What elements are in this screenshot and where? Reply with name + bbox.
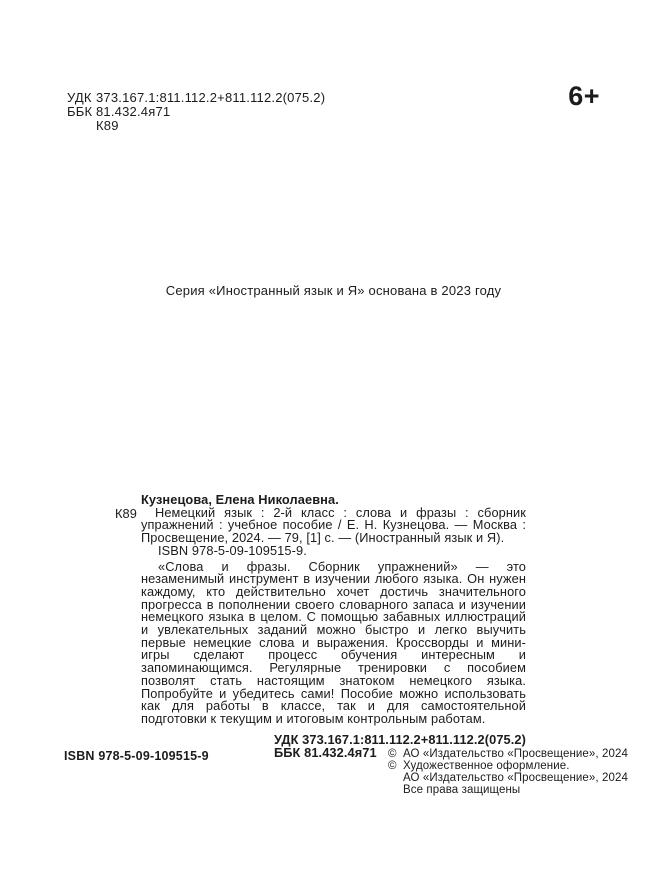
author-code-spacer bbox=[67, 119, 96, 133]
bibliographic-citation: Немецкий язык : 2-й класс : слова и фразы : сборник упражнений : учебное пособие / Е. Н. Кузнецова. — Москва : Просвещение, 2024. — 79, [1] с. — (Иностранный язык и Я). bbox=[141, 504, 526, 546]
bbk-value: 81.432.4я71 bbox=[96, 104, 171, 119]
cataloging-block bbox=[115, 494, 526, 760]
copyright-text: Художественное оформление. bbox=[403, 759, 570, 772]
copyright-block bbox=[388, 749, 628, 797]
bottom-udk: УДК 373.167.1:811.112.2+811.112.2(075.2) bbox=[273, 731, 526, 747]
bbk-label: ББК bbox=[67, 104, 93, 119]
copyright-line bbox=[388, 785, 628, 797]
udk-value: 373.167.1:811.112.2+811.112.2(075.2) bbox=[96, 90, 326, 105]
series-note: Серия «Иностранный язык и Я» основана в 2023 году bbox=[165, 283, 502, 298]
copyright-text: АО «Издательство «Просвещение», 2024 bbox=[403, 771, 628, 784]
copyright-symbol: © bbox=[388, 759, 397, 772]
age-rating-badge: 6+ bbox=[568, 81, 600, 111]
author-code-row bbox=[67, 119, 325, 133]
copyright-symbol: © bbox=[388, 748, 397, 760]
copyright-symbol bbox=[388, 785, 403, 797]
author-name: Кузнецова, Елена Николаевна. bbox=[141, 492, 339, 507]
author-code: К89 bbox=[96, 118, 119, 133]
copyright-text: Все права защищены bbox=[403, 783, 521, 796]
bottom-bbk: ББК 81.432.4я71 bbox=[273, 745, 377, 761]
udk-label: УДК bbox=[67, 90, 92, 105]
bbk-row bbox=[67, 105, 325, 119]
top-classification-block bbox=[67, 91, 325, 133]
copyright-symbol bbox=[388, 773, 403, 785]
udk-row bbox=[67, 91, 325, 105]
copyright-text: АО «Издательство «Просвещение», 2024 bbox=[403, 748, 628, 760]
footer-isbn: ISBN 978-5-09-109515-9 bbox=[64, 749, 209, 763]
cataloging-text-column bbox=[141, 494, 526, 760]
isbn-citation: ISBN 978-5-09-109515-9. bbox=[158, 542, 307, 558]
cataloging-author-code: К89 bbox=[115, 506, 137, 521]
copyright-line bbox=[388, 773, 628, 785]
annotation-text: «Слова и фразы. Сборник упражнений» — это незаменимый инструмент в изучении любого языка. Он нужен каждому, кто действительно хочет достичь значительного прогресса в пополнении своего словарного запаса и изучении немецкого языка в целом. С помощью забавных иллюстраций и увлекательных заданий можно быстро и легко выучить первые немецкие слова и выражения. Кроссворды и мини-игры сделают процесс обучения интересным и запоминающимся. Регулярные тренировки с пособием позволят стать настоящим знатоком немецкого языка. Попробуйте и убедитесь сами! Пособие можно использовать как для работы в классе, так и для самостоятельной подготовки к текущим и итоговым контрольным работам. bbox=[141, 558, 526, 726]
